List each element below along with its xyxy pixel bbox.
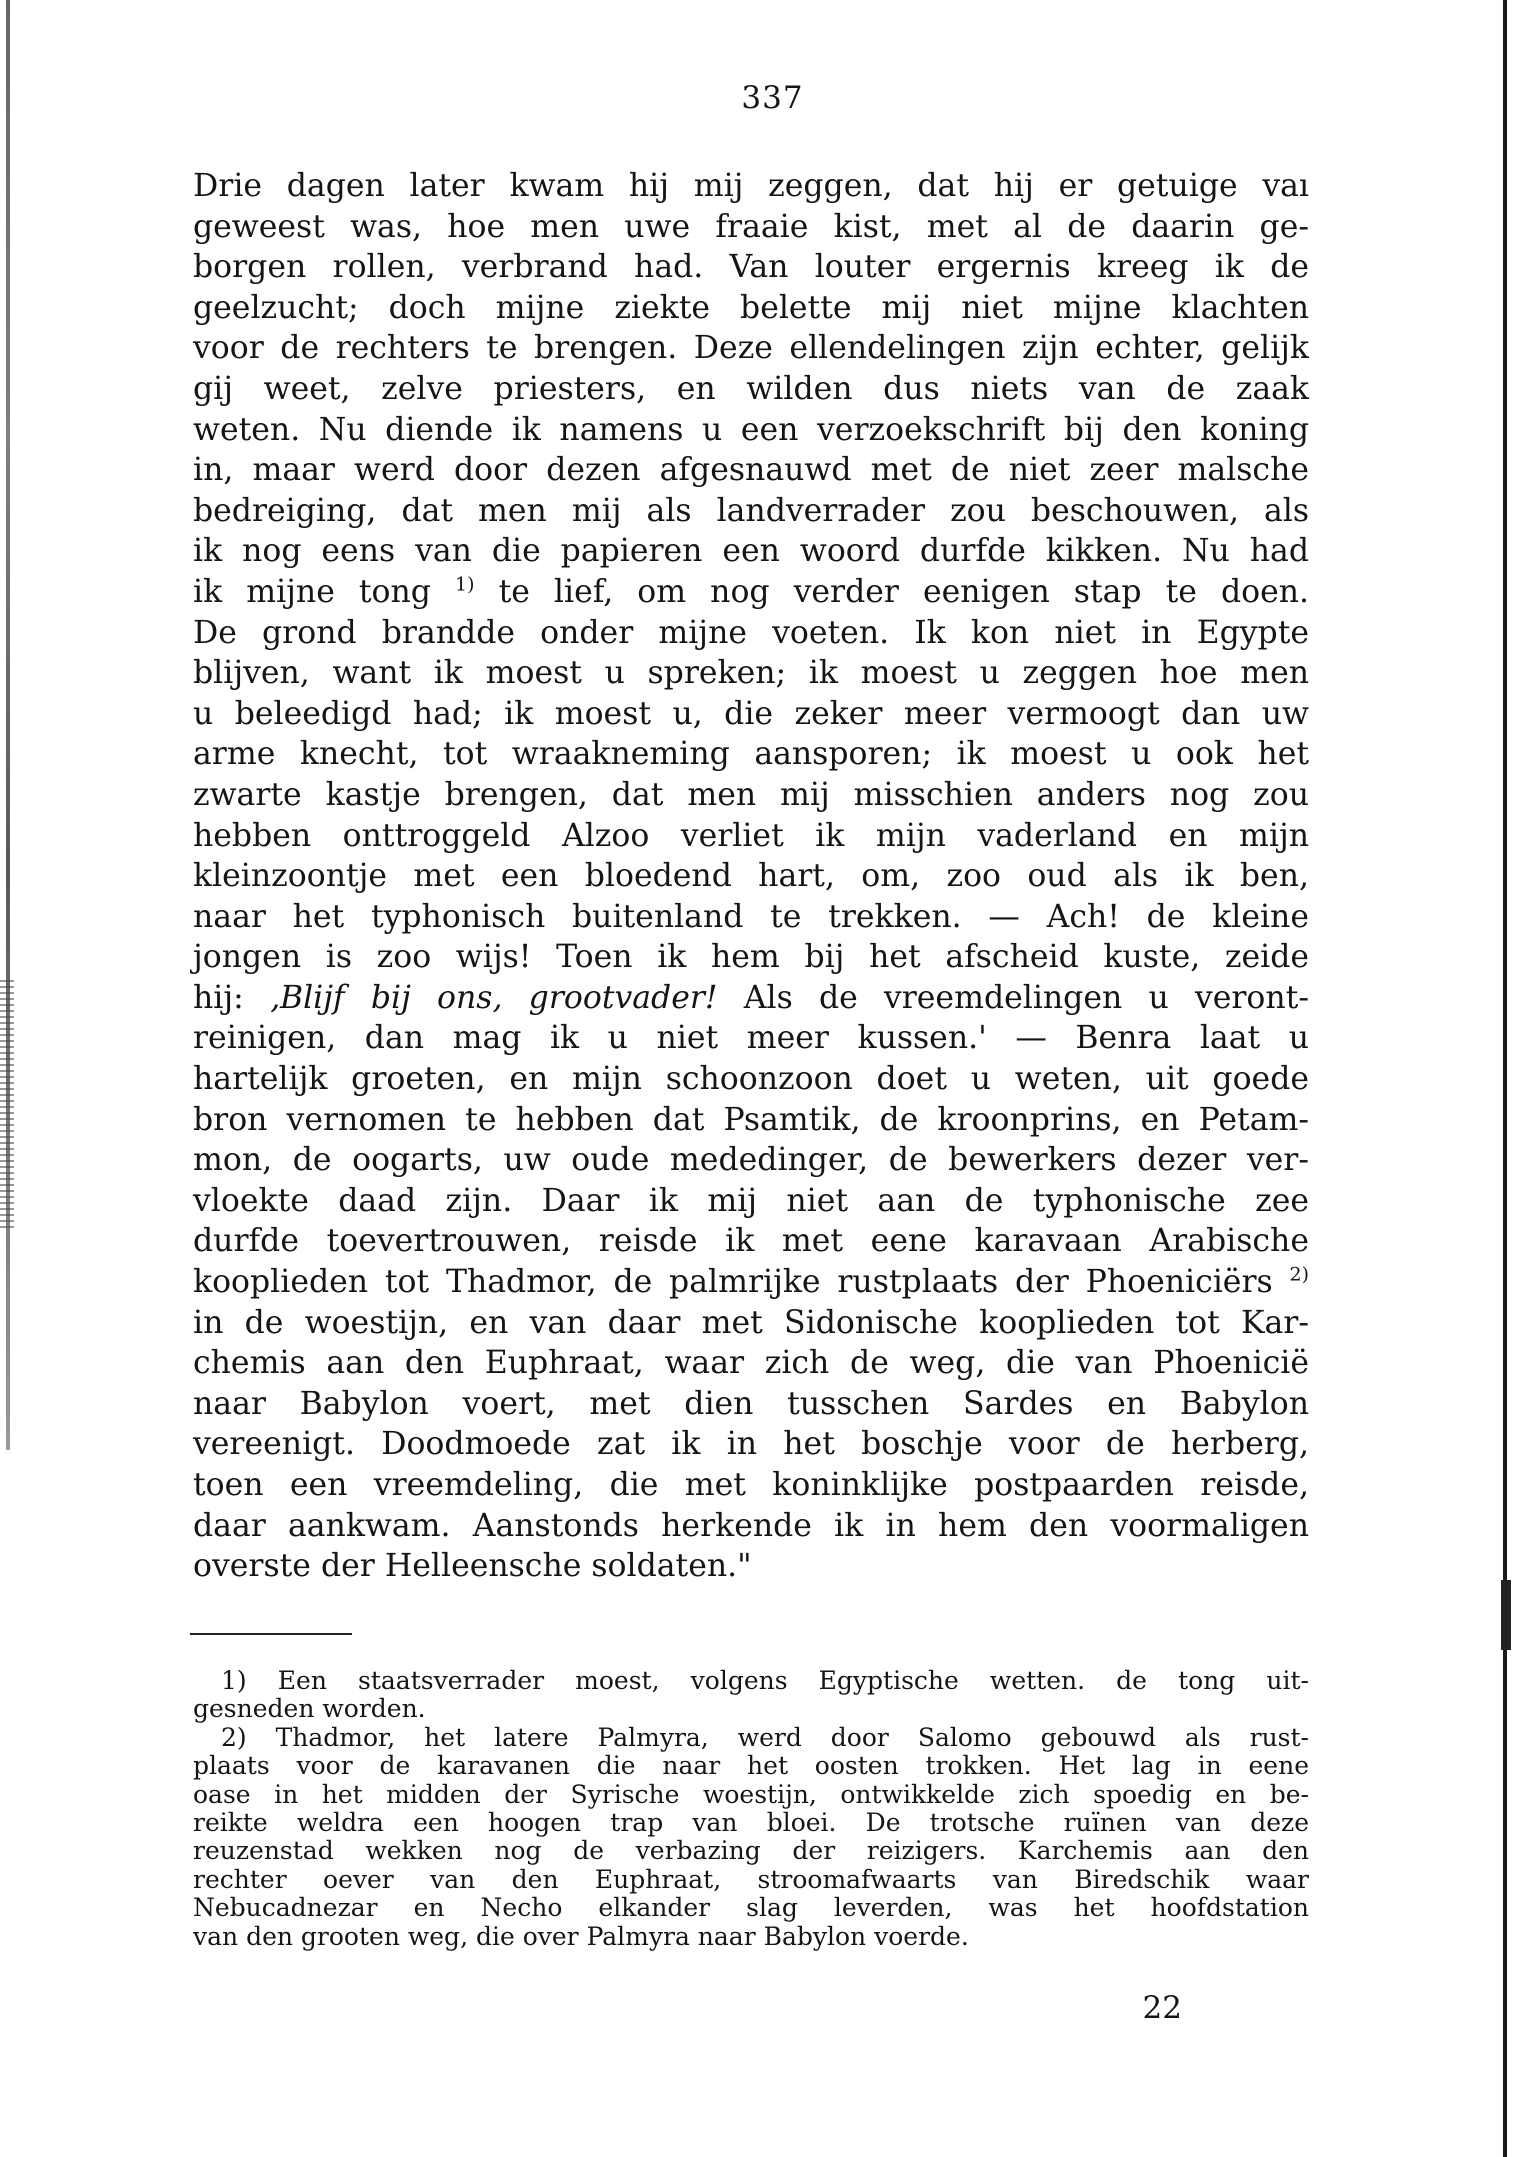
text-line: kleinzoontje met een bloedend hart, om, zoo oud als ik ben, [193, 858, 1309, 895]
text-fragment: ik mijne tong [193, 573, 431, 610]
text-line: De grond brandde onder mijne voeten. Ik kon niet in Egypte [193, 614, 1309, 651]
footnote-line: reikte weldra een hoogen trap van bloei. De trotsche ruïnen van deze [193, 1808, 1309, 1838]
footnote-line: oase in het midden der Syrische woestijn, ontwikkelde zich spoedig en be- [193, 1779, 1309, 1809]
text-fragment: kooplieden tot Thadmor, de palmrijke rustplaats der Phoeniciërs [193, 1264, 1273, 1301]
text-line [193, 1262, 1309, 1303]
text-fragment: te lief, om nog verder eenigen stap te doen. [498, 573, 1310, 610]
text-line: chemis aan den Euphraat, waar zich de weg, die van Phoenicië [193, 1345, 1309, 1382]
text-line: in, maar werd door dezen afgesnauwd met de niet zeer malsche [193, 452, 1309, 489]
text-line: bedreiging, dat men mij als landverrader zou beschouwen, als [193, 492, 1309, 529]
footnote-line: rechter oever van den Euphraat, stroomafwaarts van Biredschik waar [193, 1864, 1309, 1894]
footnote-line: van den grooten weg, die over Palmyra naar Babylon voerde. [193, 1921, 969, 1951]
text-line: hebben onttroggeld Alzoo verliet ik mijn vaderland en mijn [193, 817, 1309, 854]
text-line: naar het typhonisch buitenland te trekken. — Ach! de kleine [193, 898, 1309, 935]
text-line: reinigen, dan mag ik u niet meer kussen.' — Benra laat u [193, 1020, 1309, 1057]
footnote-divider [190, 1633, 352, 1635]
text-line: bron vernomen te hebben dat Psamtik, de kroonprins, en Petam- [193, 1101, 1309, 1138]
footnote-line: Nebucadnezar en Necho elkander slag leverden, was het hoofdstation [193, 1893, 1309, 1923]
text-line [193, 572, 1309, 613]
text-line: vereenigt. Doodmoede zat ik in het boschje voor de herberg, [193, 1426, 1309, 1463]
text-line: u beleedigd had; ik moest u, die zeker meer vermoogt dan uw [193, 695, 1309, 732]
text-line: borgen rollen, verbrand had. Van louter ergernis kreeg ik de [193, 249, 1309, 286]
italic-quote: ‚Blijf bij ons, grootvader! [269, 979, 718, 1016]
scan-edge-left [6, 0, 10, 1450]
footnote-line: 1) Een staatsverrader moest, volgens Egyptische wetten. de tong uit- [221, 1666, 1309, 1695]
scan-edge-right [1503, 0, 1507, 2157]
text-line: weten. Nu diende ik namens u een verzoekschrift bij den koning [193, 411, 1309, 448]
text-line: geweest was, hoe men uwe fraaie kist, met al de daarin ge- [193, 208, 1309, 245]
text-line: jongen is zoo wijs! Toen ik hem bij het afscheid kuste, zeide [193, 939, 1309, 976]
footnote-line: reuzenstad wekken nog de verbazing der reizigers. Karchemis aan den [193, 1836, 1309, 1866]
text-line: toen een vreemdeling, die met koninklijke postpaarden reisde, [193, 1467, 1309, 1503]
text-line: gij weet, zelve priesters, en wilden dus niets van de zaak [193, 370, 1309, 407]
text-line: vloekte daad zijn. Daar ik mij niet aan de typhonische zee [193, 1182, 1309, 1219]
text-line: arme knecht, tot wraakneming aansporen; ik moest u ook het [193, 736, 1309, 773]
footnotes [193, 1667, 1309, 1951]
footnote-line: 2) Thadmor, het latere Palmyra, werd door Salomo gebouwd als rust- [221, 1722, 1309, 1752]
text-line [193, 978, 1309, 1019]
scan-edge-speckle [0, 980, 14, 1230]
text-line: in de woestijn, en van daar met Sidonische kooplieden tot Kar- [193, 1304, 1309, 1341]
text-line: naar Babylon voert, met dien tusschen Sardes en Babylon [193, 1385, 1309, 1422]
footnote-line: gesneden worden. [193, 1694, 426, 1724]
text-line: blijven, want ik moest u spreken; ik moest u zeggen hoe men [193, 655, 1309, 692]
scan-edge-mark [1501, 1580, 1511, 1650]
text-line: hartelijk groeten, en mijn schoonzoon doet u weten, uit goede [193, 1061, 1309, 1098]
footnote-marker-2: 2) [1289, 1263, 1309, 1286]
text-line: geelzucht; doch mijne ziekte belette mij niet mijne klachten [193, 289, 1309, 326]
signature-mark: 22 [1142, 1990, 1182, 2026]
text-line: daar aankwam. Aanstonds herkende ik in hem den voormaligen [193, 1507, 1309, 1544]
text-line: overste der Helleensche soldaten." [193, 1548, 752, 1585]
text-line: durfde toevertrouwen, reisde ik met eene karavaan Arabische [193, 1223, 1309, 1260]
page-number: 337 [741, 80, 804, 116]
text-fragment: Als de vreemdelingen u veront- [743, 979, 1309, 1016]
footnote-line: plaats voor de karavanen die naar het oosten trokken. Het lag in eene [193, 1751, 1309, 1781]
text-line: mon, de oogarts, uw oude mededinger, de bewerkers dezer ver- [193, 1142, 1309, 1179]
text-line: Drie dagen later kwam hij mij zeggen, dat hij er getuige vaı [193, 168, 1309, 204]
text-line: ik nog eens van die papieren een woord durfde kikken. Nu had [193, 533, 1309, 570]
footnote-marker-1: 1) [455, 573, 475, 596]
text-line: zwarte kastje brengen, dat men mij misschien anders nog zou [193, 776, 1309, 813]
text-line: voor de rechters te brengen. Deze ellendelingen zijn echter, gelijk [193, 330, 1309, 367]
body-text [193, 166, 1309, 1587]
text-fragment: hij: [193, 979, 244, 1016]
